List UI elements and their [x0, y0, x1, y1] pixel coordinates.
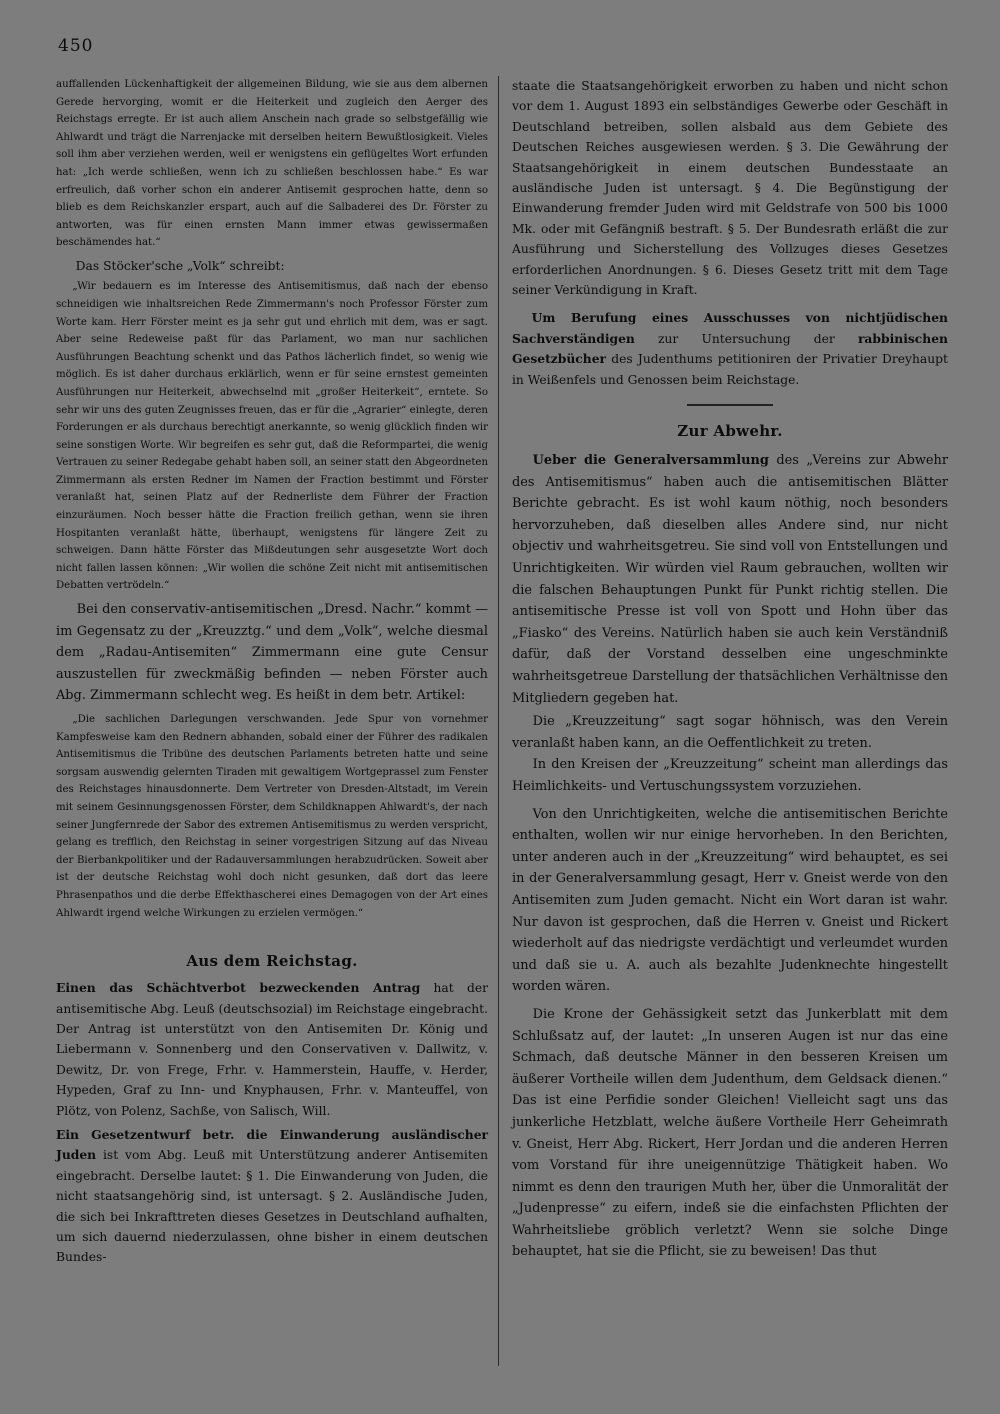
section-divider	[687, 404, 773, 406]
right-paragraph-krone: Die Krone der Gehässigkeit setzt das Junkerblatt mit dem Schlußsatz auf, der lautet: „In unseren Augen ist nur das eine Schmach, daß deutsche Männer in den besseren Kreisen um äußerer Vortheile willen dem Judenthum, dem Geldsack dienen.“ Das ist eine Perfidie sonder Gleichen! Vielleicht sagt uns das junkerliche Hetzblatt, welche äußere Vortheile Herr Geheimrath v. Gneist, Herr Abg. Rickert, Herr Jordan und die anderen Herren vom Vorstand für ihre uneigennützige Thätigkeit haben. Wo nimmt es denn den traurigen Muth her, über die Unmoralität der „Judenpresse“ zu eifern, indeß sie die einfachsten Pflichten der Wahrheitsliebe gröblich verletzt? Wenn sie solche Dinge behauptet, hat sie die Pflicht, sie zu beweisen! Das thut	[512, 1006, 948, 1260]
column-divider	[498, 76, 499, 1366]
left-paragraph-1: auffallenden Lückenhaftigkeit der allgemeinen Bildung, wie sie aus dem albernen Gerede hervorging, womit er die Heiterkeit und zugleich den Aerger des Reichstags erregte. Er ist auch allem Anschein nach grade so selbstgefällig wie Ahlwardt und trägt die Narrenjacke mit derselben heitern Bewußtlosigkeit. Vieles soll ihm aber verziehen werden, weil er wenigstens ein geflügeltes Wort erfunden hat: „Ich werde schließen, wenn ich zu schließen beschlossen habe.“ Es war erfreulich, daß vorher schon ein anderer Antisemit gesprochen hatte, denn so blieb es dem Reichskanzler erspart, auch auf die Salbaderei des Dr. Förster zu antworten, was für einen ernsten Mann immer etwas gewissermaßen beschämendes hat.“	[56, 79, 488, 249]
paragraph-text: ist vom Abg. Leuß mit Unterstützung anderer Antisemiten eingebracht. Derselbe lautet: § 1. Die Einwanderung von Juden, die nicht staatsangehörig sind, ist untersagt. § 2. Ausländische Juden, die sich bei Inkrafttreten dieses Gesetzes in Deutschland aufhalten, um sich dauernd niederzulassen, ohne bisher in einem deutschen Bundes-	[56, 1148, 488, 1265]
page-number: 450	[58, 36, 94, 56]
paragraph-text: hat der antisemitische Abg. Leuß (deutschsozial) im Reichstage eingebracht. Der Antrag ist unterstützt von den Antisemiten Dr. König und Liebermann v. Sonnenberg und den Conservativen v. Dallwitz, v. Dewitz, Dr. von Frege, Frhr. v. Hammerstein, Hauffe, v. Herder, Hypeden, Graf zu Inn- und Knyphausen, Frhr. v. Manteuffel, von Plötz, von Polenz, Sachße, von Salisch, Will.	[56, 981, 488, 1118]
bold-lead: Um Berufung eines Ausschusses von nichtjüdischen Sachverständigen	[512, 310, 948, 346]
right-paragraph-heimlichkeit: In den Kreisen der „Kreuzzeitung“ scheint man allerdings das Heimlichkeits- und Vertuschungssystem vorzuziehen.	[512, 757, 948, 794]
left-paragraph-schaechtverbot	[56, 978, 488, 1121]
left-column	[56, 76, 488, 1268]
paragraph-text: des „Vereins zur Abwehr des Antisemitismus“ haben auch die antisemitischen Blätter Berichte gebracht. Es ist wohl kaum nöthig, noch besonders hervorzuheben, daß dieselben alles Andere sind, nur nicht objectiv und wahrheitsgetreu. Sie sind voll von Entstellungen und Unrichtigkeiten. Wir würden viel Raum gebrauchen, wollten wir die falschen Behauptungen Punkt für Punkt richtig stellen. Die antisemitische Presse ist voll von Spott und Hohn über das „Fiasko“ des Vereins. Natürlich haben sie auch kein Verständniß dafür, daß der Vorstand desselben eine ungeschminkte wahrheitsgetreue Darstellung der thatsächlichen Verhältnisse den Mitgliedern gegeben hat.	[512, 453, 948, 706]
right-paragraph-unrichtigkeiten: Von den Unrichtigkeiten, welche die antisemitischen Berichte enthalten, wollen wir nur einige hervorheben. In den Berichten, unter anderen auch in der „Kreuzzeitung“ wird behauptet, es sei in der Generalversammlung gesagt, Herr v. Gneist werde von den Antisemiten zum Juden gemacht. Nicht ein Wort daran ist wahr. Nur davon ist gesprochen, daß die Herren v. Gneist und Rickert wiederholt auf das niedrigste verdächtigt und verleumdet wurden und daß sie u. A. auch als bezahlte Judenknechte hingestellt worden wären.	[512, 806, 948, 995]
right-paragraph-kreuzzeitung: Die „Kreuzzeitung“ sagt sogar höhnisch, was den Verein veranlaßt haben kann, an die Oeffentlichkeit zu treten.	[512, 714, 948, 751]
section-heading-abwehr: Zur Abwehr.	[677, 422, 783, 441]
right-column	[512, 76, 948, 1263]
left-quote-dresd-nachr: „Die sachlichen Darlegungen verschwanden. Jede Spur von vornehmer Kampfesweise kam den Rednern abhanden, sobald einer der Führer des radikalen Antisemitismus die Tribüne des deutschen Parlaments betreten hatte und seine sorgsam auswendig gelernten Tiraden mit gewaltigem Wortgeprassel zum Fenster des Reichstages hinausdonnerte. Dem Vertreter von Dresden-Altstadt, im Verein mit seinem Gesinnungsgenossen Förster, dem Schildknappen Ahlwardt's, der nach seiner Jungfernrede der Sabor des extremen Antisemitismus zu werden verspricht, gelang es trefflich, den Reichstag in seiner vorgestrigen Sitzung auf das Niveau der Bierbankpolitiker und der Radauversammlungen herabzudrücken. Soweit aber ist der deutsche Reichstag wohl doch nicht gesunken, daß dort das leere Phrasenpathos und die derbe Effekthascherei eines Demagogen von der Art eines Ahlwardt irgend welche Wirkungen zu erzielen vermögen.“	[56, 714, 488, 919]
left-paragraph-2: Das Stöcker'sche „Volk“ schreibt:	[75, 258, 285, 273]
right-paragraph-1: staate die Staatsangehörigkeit erworben zu haben und nicht schon vor dem 1. August 1893 ein selbständiges Gewerbe oder Geschäft in Deutschland betreiben, sollen alsbald aus dem Gebiete des Deutschen Reiches ausgewiesen werden. § 3. Die Gewährung der Staatsangehörigkeit in einem deutschen Bundesstaate an ausländische Juden ist untersagt. § 4. Die Begünstigung der Einwanderung fremder Juden wird mit Geldstrafe von 500 bis 1000 Mk. oder mit Gefängniß bestraft. § 5. Der Bundesrath erläßt die zur Ausführung und Sicherstellung des Vollzuges dieses Gesetzes erforderlichen Anordnungen. § 6. Dieses Gesetz tritt mit dem Tage seiner Verkündigung in Kraft.	[512, 79, 948, 298]
bold-inline: rabbinischen Gesetzbücher	[512, 330, 948, 367]
paragraph-text: zur Untersuchung der	[658, 331, 835, 346]
right-paragraph-berufung	[512, 308, 948, 390]
bold-lead: Ueber die Generalversammlung	[532, 453, 769, 469]
left-paragraph-gesetzentwurf	[56, 1125, 488, 1268]
left-quote-volk: „Wir bedauern es im Interesse des Antisemitismus, daß nach der ebenso schneidigen wie inhaltsreichen Rede Zimmermann's noch Professor Förster zum Worte kam. Herr Förster meint es ja sehr gut und ehrlich mit dem, was er sagt. Aber seine Redeweise paßt für das Parlament, wo man nur sachlichen Ausführungen Beachtung schenkt und das Pathos lächerlich findet, so wenig wie möglich. Es ist daher durchaus erklärlich, wenn er für seine ernstest gemeinten Ausführungen nur Heiterkeit, abwechselnd mit „großer Heiterkeit“, erntete. So sehr wir uns des guten Zeugnisses freuen, das er für die „Agrarier“ einlegte, deren Forderungen er als durchaus berechtigt anerkannte, so wenig glücklich finden wir seine sonstigen Worte. Wir begreifen es sehr gut, daß die Reformpartei, die wenig Vertrauen zu seiner Redegabe gehabt haben soll, an seiner statt den Abgeordneten Zimmermann als ersten Redner im Namen der Fraction bestimmt und Förster veranlaßt hat, seinen Platz auf der Rednerliste dem Führer der Fraction einzuräumen. Noch besser hätte die Fraction freilich gethan, wenn sie ihren Hospitanten veranlaßt hätte, überhaupt, wenigstens für längere Zeit zu schweigen. Dann hätte Förster das Mißdeutungen sehr ausgesetzte Wort doch nicht fallen lassen können: „Wir wollen die schöne Zeit nicht mit antisemitischen Debatten vertrödeln.“	[56, 281, 488, 592]
section-heading-reichstag: Aus dem Reichstag.	[186, 952, 358, 971]
left-paragraph-4: Bei den conservativ-antisemitischen „Dresd. Nachr.“ kommt — im Gegensatz zu der „Kreuzztg.“ und dem „Volk“, welche diesmal dem „Radau-Antisemiten“ Zimmermann eine gute Censur auszustellen für zweckmäßig befinden — neben Förster auch Abg. Zimmermann schlecht weg. Es heißt in dem betr. Artikel:	[56, 602, 488, 704]
right-paragraph-generalversammlung	[512, 450, 948, 709]
bold-lead: Einen das Schächtverbot bezweckenden Antrag	[56, 980, 421, 996]
bold-lead: Ein Gesetzentwurf betr. die Einwanderung ausländischer Juden	[56, 1126, 488, 1163]
paragraph-text: des Judenthums petitioniren der Privatier Dreyhaupt in Weißenfels und Genossen beim Reichstage.	[512, 352, 948, 387]
